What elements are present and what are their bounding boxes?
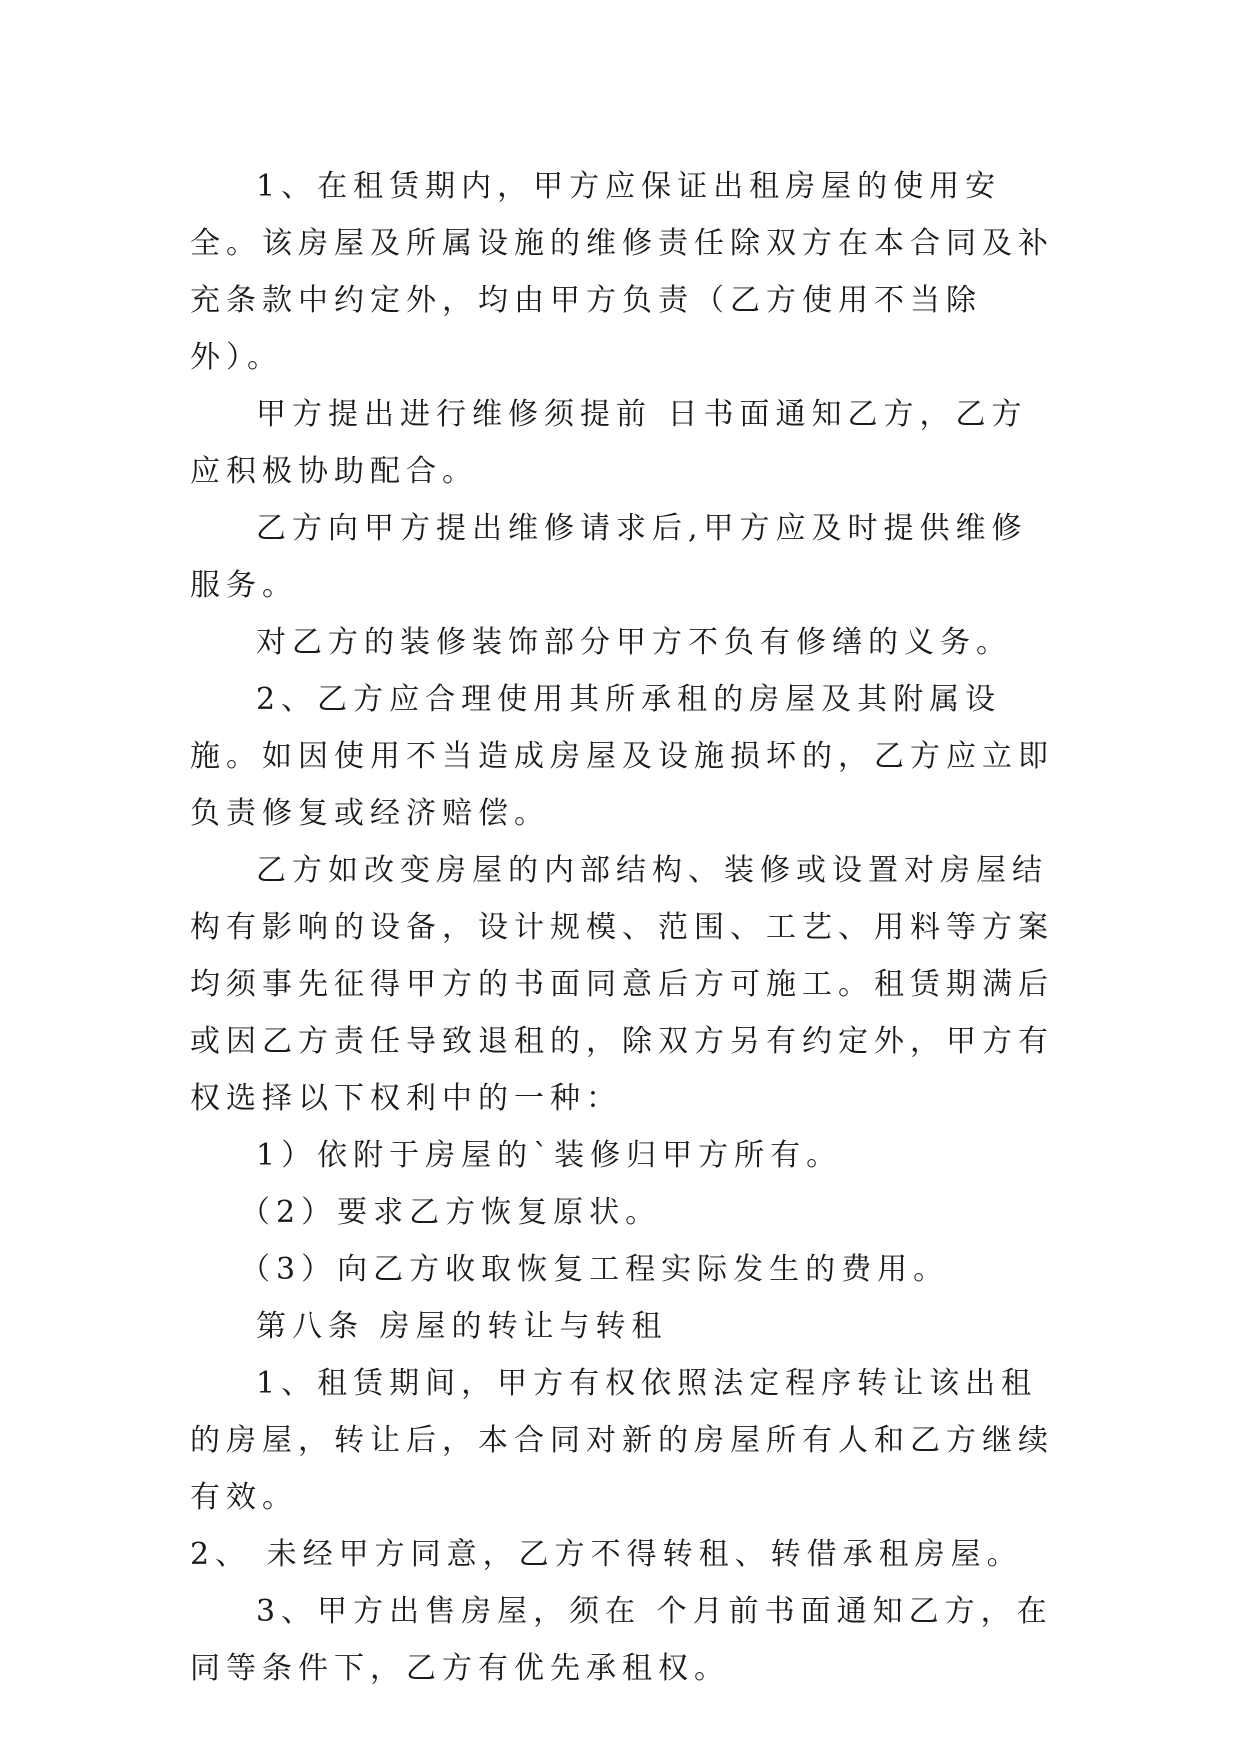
paragraph-option-2: （2）要求乙方恢复原状。 [240,1195,662,1230]
paragraph-decoration-repair: 对乙方的装修装饰部分甲方不负有修缮的义务。 [256,625,1012,660]
paragraph-option-1: 1）依附于房屋的`装修归甲方所有。 [256,1138,843,1173]
paragraph-option-3: （3）向乙方收取恢复工程实际发生的费用。 [240,1252,950,1287]
paragraph-maintenance-notice: 甲方提出进行维修须提前 日书面通知乙方，乙方应积极协助配合。 [190,397,1028,489]
document-body [190,158,1060,1697]
section-heading-article-8: 第八条 房屋的转让与转租 [256,1309,668,1344]
paragraph-proper-use: 2、乙方应合理使用其所承租的房屋及其附属设施。如因使用不当造成房屋及设施损坏的，乙方应立即负责修复或经济赔偿。 [190,682,1054,831]
paragraph-transfer-right: 1、租赁期间，甲方有权依照法定程序转让该出租的房屋，转让后，本合同对新的房屋所有人和乙方继续有效。 [190,1366,1054,1515]
paragraph-sale-priority: 3、甲方出售房屋，须在 个月前书面通知乙方，在同等条件下，乙方有优先承租权。 [190,1594,1053,1686]
paragraph-structure-change: 乙方如改变房屋的内部结构、装修或设置对房屋结构有影响的设备，设计规模、范围、工艺、用料等方案均须事先征得甲方的书面同意后方可施工。租赁期满后或因乙方责任导致退租的，除双方另有约定外，甲方有权选择以下权利中的一种： [190,853,1054,1116]
paragraph-maintenance-request: 乙方向甲方提出维修请求后,甲方应及时提供维修服务。 [190,511,1028,603]
paragraph-maintenance-safety: 1、在租赁期内，甲方应保证出租房屋的使用安全。该房屋及所属设施的维修责任除双方在本合同及补充条款中约定外，均由甲方负责（乙方使用不当除外）。 [190,169,1054,375]
paragraph-sublease-ban: 2、 未经甲方同意，乙方不得转租、转借承租房屋。 [190,1537,1023,1572]
